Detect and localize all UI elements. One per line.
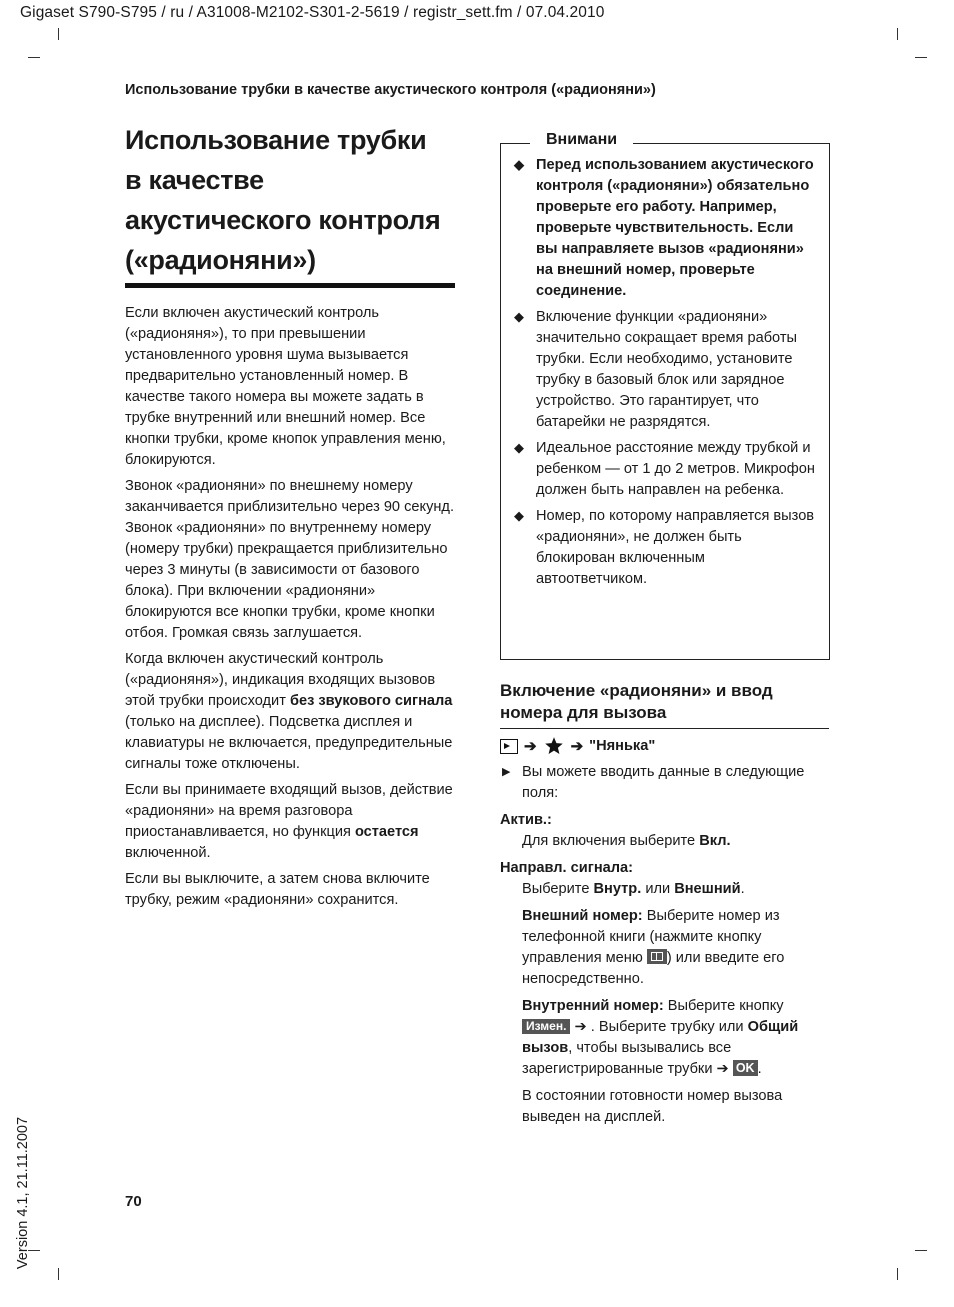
- change-key-label: Измен.: [522, 1019, 570, 1034]
- list-item: ◆ Перед использованием акустического контроля («радионяни») обязательно проверьте его работу. Например, проверьте чувствительность. Если вы направляете вызов «радионяни» на внешний номер, проверьте соединение.: [512, 155, 817, 302]
- paragraph: Звонок «радионяни» по внешнему номеру заканчивается приблизительно через 90 секунд. Звонок «радионяни» по внутреннему номеру (номеру трубки) прекращается приблизительно через 3 минуты (в зависимости от базового блока). При включении «радионяни» блокируются все кнопки трубки, кроме кнопки отбоя. Громкая связь заглушается.: [125, 478, 454, 641]
- arrow-right-icon: ➔: [524, 738, 537, 755]
- field-description: Для включения выберите Вкл.: [522, 833, 731, 849]
- running-head: Использование трубки в качестве акустического контроля («радионяни»): [125, 82, 656, 98]
- title-line: акустического контроля: [125, 205, 441, 235]
- crop-mark: [58, 1268, 59, 1280]
- document-header: Gigaset S790-S795 / ru / A31008-M2102-S301-2-5619 / registr_sett.fm / 07.04.2010: [20, 4, 605, 21]
- warning-title: Внимани: [530, 131, 633, 149]
- crop-mark: [915, 57, 927, 58]
- page-number: 70: [125, 1193, 142, 1210]
- paragraph: Если включен акустический контроль («радионяня»), то при превышении установленного уровня шума вызывается предварительно установленный номер. В качестве такого номера вы можете задать в трубке внутренний или внешний номер. Все кнопки трубки, кроме кнопок управления меню, блокируются.: [125, 305, 446, 468]
- step: ▶ Вы можете вводить данные в следующие поля:: [502, 764, 805, 801]
- diamond-bullet-icon: ◆: [514, 508, 524, 523]
- star-icon: [543, 736, 565, 756]
- title-line: в качестве: [125, 165, 264, 195]
- field-description: В состоянии готовности номер вызова выведен на дисплей.: [522, 1088, 783, 1125]
- instructions: [500, 762, 830, 1128]
- warning-list: [512, 155, 817, 595]
- menu-item-label: "Нянька": [589, 738, 656, 754]
- diamond-bullet-icon: ◆: [514, 440, 524, 455]
- title-rule: [125, 283, 455, 288]
- title-line: Использование трубки: [125, 125, 427, 155]
- emphasis: остается: [354, 824, 419, 840]
- crop-mark: [28, 57, 40, 58]
- list-item: ◆ Идеальное расстояние между трубкой и ребенком — от 1 до 2 метров. Микрофон должен быть направлен на ребенка.: [512, 438, 817, 501]
- arrow-right-icon: ➔: [574, 1019, 587, 1035]
- ok-key-label: OK: [733, 1060, 758, 1076]
- paragraph: Если вы принимаете входящий вызов, действие «радионяни» на время разговора приостанавливается, но функция остается включенной.: [125, 782, 453, 861]
- list-item: ◆ Номер, по которому направляется вызов «радионяни», не должен быть блокирован включенным автоответчиком.: [512, 506, 817, 590]
- phonebook-icon: [647, 949, 667, 964]
- diamond-bullet-icon: ◆: [514, 157, 524, 172]
- emphasis: без звукового сигнала: [289, 693, 453, 709]
- triangle-bullet-icon: ▶: [502, 766, 511, 778]
- paragraph: Когда включен акустический контроль («радионяня»), индикация входящих вызовов этой трубки происходит без звукового сигнала (только на дисплее). Подсветка дисплея и клавиатуры не включается, предупредительные сигналы тоже отключены.: [125, 651, 453, 772]
- crop-mark: [897, 28, 898, 40]
- menu-icon: [500, 739, 518, 754]
- version-label: Version 4.1, 21.11.2007: [15, 1116, 31, 1270]
- crop-mark: [58, 28, 59, 40]
- menu-path: [500, 736, 655, 756]
- list-item: ◆ Включение функции «радионяни» значительно сокращает время работы трубки. Если необходимо, установите трубку в базовый блок или зарядное устройство. Это гарантирует, что батарейки не разрядятся.: [512, 307, 817, 433]
- field-label: Актив.:: [500, 812, 552, 828]
- section-heading: Включение «радионяни» и ввод номера для вызова: [500, 681, 773, 722]
- field-label: Направл. сигнала:: [500, 860, 634, 876]
- arrow-right-icon: ➔: [716, 1061, 733, 1077]
- page-title: [125, 120, 460, 280]
- field-description: Внутренний номер: Выберите кнопку Измен. ➔ . Выберите трубку или Общий вызов, чтобы вызывались все зарегистрированные трубки ➔ OK .: [522, 998, 799, 1077]
- field-description: Внешний номер: Выберите номер из телефонной книги (нажмите кнопку управления меню ) или введите его непосредственно.: [522, 908, 785, 987]
- diamond-bullet-icon: ◆: [514, 309, 524, 324]
- paragraph: Если вы выключите, а затем снова включите трубку, режим «радионяни» сохранится.: [125, 871, 430, 908]
- left-column: [125, 303, 460, 916]
- crop-mark: [897, 1268, 898, 1280]
- arrow-right-icon: ➔: [570, 738, 584, 755]
- section-rule: [500, 728, 829, 729]
- title-line: («радионяни»): [125, 245, 316, 275]
- field-description: Выберите Внутр. или Внешний.: [522, 881, 745, 897]
- crop-mark: [915, 1250, 927, 1251]
